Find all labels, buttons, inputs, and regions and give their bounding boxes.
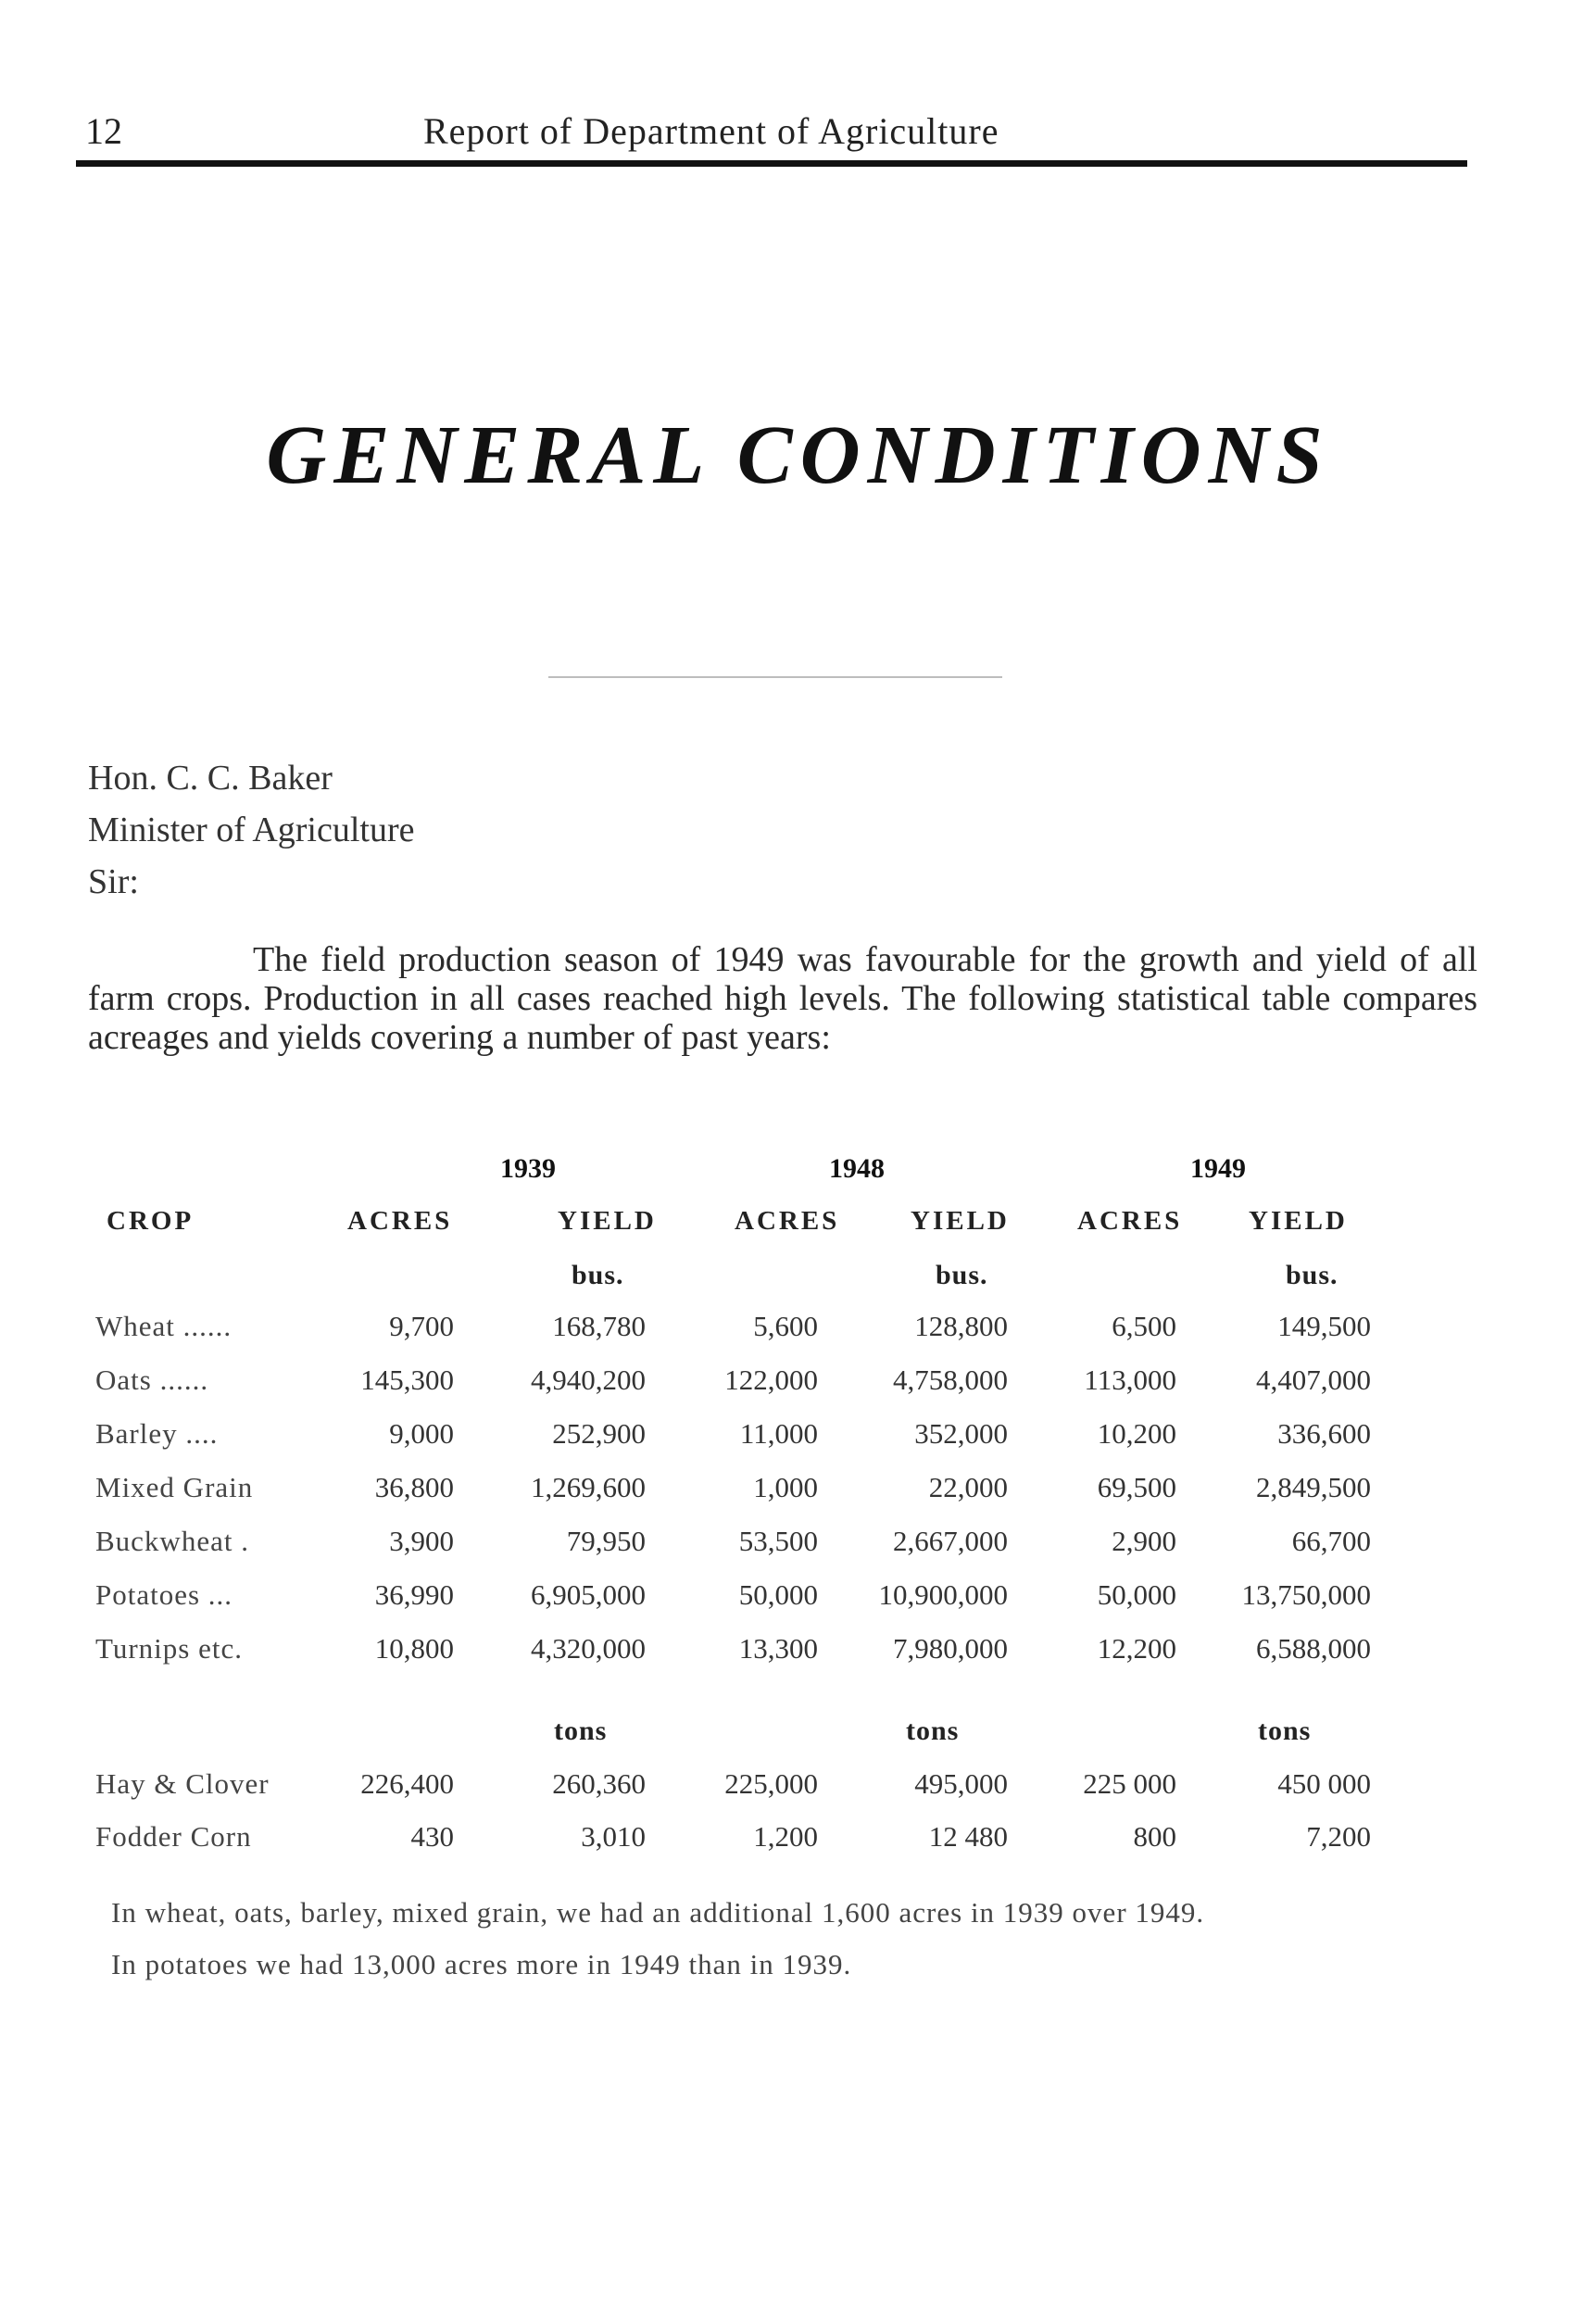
table-cell: 5,600 [753,1310,818,1342]
table-row [0,1820,1596,1872]
crop-header: CROP [107,1206,195,1236]
table-row [0,1632,1596,1684]
acres-header-1949: ACRES [1077,1206,1183,1236]
running-title: Report of Department of Agriculture [423,110,999,152]
table-cell: 1,000 [753,1471,818,1503]
table-row [0,1364,1596,1415]
acres-header-1939: ACRES [347,1206,453,1236]
unit-bus-1939: bus. [572,1260,624,1290]
year-1948: 1948 [829,1153,885,1184]
crop-name: Buckwheat . [95,1525,249,1557]
salutation-block [88,752,414,908]
table-cell: 11,000 [739,1417,818,1450]
table-cell: 50,000 [1097,1578,1176,1611]
crop-name: Turnips etc. [95,1632,243,1665]
table-cell: 113,000 [1084,1364,1176,1396]
table-cell: 6,500 [1112,1310,1176,1342]
table-cell: 13,300 [738,1632,818,1665]
acres-header-1948: ACRES [735,1206,840,1236]
table-cell: 13,750,000 [1241,1578,1371,1611]
table-cell: 53,500 [738,1525,818,1557]
table-cell: 3,010 [581,1820,646,1853]
unit-bus-1949: bus. [1286,1260,1338,1290]
crop-name: Potatoes ... [95,1578,233,1611]
addressee-name: Hon. C. C. Baker [88,759,333,798]
header-rule [76,160,1467,167]
table-cell: 69,500 [1097,1471,1176,1503]
table-cell: 2,900 [1112,1525,1176,1557]
yield-header-1939: YIELD [558,1206,657,1236]
page-header [76,102,1465,157]
table-cell: 225,000 [724,1767,818,1800]
table-row [0,1471,1596,1523]
table-row [0,1767,1596,1819]
year-1939: 1939 [500,1153,556,1184]
crop-name: Barley .... [95,1417,219,1450]
table-row [0,1525,1596,1577]
intro-paragraph [88,940,1477,1057]
table-cell: 450 000 [1277,1767,1371,1800]
table-cell: 22,000 [928,1471,1008,1503]
table-cell: 7,980,000 [893,1632,1008,1665]
table-cell: 122,000 [724,1364,818,1396]
intro-text: The field production season of 1949 was favourable for the growth and yield of all farm crops. Production in all cases reached high levels. The following statistical table compares acreages and yields covering a number of past years: [88,940,1477,1057]
table-cell: 7,200 [1306,1820,1371,1853]
page-number: 12 [85,110,122,152]
table-cell: 3,900 [389,1525,454,1557]
table-cell: 66,700 [1291,1525,1371,1557]
greeting: Sir: [88,862,139,901]
section-title: GENERAL CONDITIONS [266,409,1330,501]
unit-bus-1948: bus. [936,1260,988,1290]
table-cell: 430 [410,1820,454,1853]
yield-header-1949: YIELD [1249,1206,1348,1236]
table-cell: 168,780 [552,1310,646,1342]
crop-name: Mixed Grain [95,1471,254,1503]
table-cell: 2,849,500 [1256,1471,1371,1503]
unit-tons-1949: tons [1258,1716,1312,1746]
crop-name: Hay & Clover [95,1767,270,1800]
table-cell: 9,000 [389,1417,454,1450]
table-row [0,1578,1596,1630]
table-cell: 260,360 [552,1767,646,1800]
crop-name: Oats ...... [95,1364,209,1396]
table-cell: 4,758,000 [893,1364,1008,1396]
table-cell: 225 000 [1083,1767,1176,1800]
table-cell: 252,900 [552,1417,646,1450]
crop-name: Fodder Corn [95,1820,252,1853]
table-cell: 1,269,600 [531,1471,646,1503]
table-row [0,1417,1596,1469]
table-cell: 50,000 [738,1578,818,1611]
table-cell: 12,200 [1097,1632,1176,1665]
title-divider [548,676,1002,678]
table-cell: 1,200 [753,1820,818,1853]
yield-header-1948: YIELD [911,1206,1010,1236]
note-1: In wheat, oats, barley, mixed grain, we had an additional 1,600 acres in 1939 over 1949. [111,1896,1205,1929]
table-cell: 36,800 [374,1471,454,1503]
table-cell: 36,990 [374,1578,454,1611]
table-cell: 352,000 [914,1417,1008,1450]
table-cell: 4,407,000 [1256,1364,1371,1396]
addressee-title: Minister of Agriculture [88,811,415,849]
table-cell: 79,950 [566,1525,646,1557]
notes-block [111,1892,1408,1996]
table-cell: 800 [1133,1820,1176,1853]
table-cell: 4,940,200 [531,1364,646,1396]
note-2: In potatoes we had 13,000 acres more in 1949 than in 1939. [111,1948,852,1980]
table-cell: 10,900,000 [878,1578,1008,1611]
table-cell: 6,905,000 [531,1578,646,1611]
table-cell: 495,000 [914,1767,1008,1800]
table-cell: 226,400 [360,1767,454,1800]
table-cell: 10,200 [1097,1417,1176,1450]
table-cell: 4,320,000 [531,1632,646,1665]
year-1949: 1949 [1190,1153,1246,1184]
table-cell: 336,600 [1277,1417,1371,1450]
table-cell: 128,800 [914,1310,1008,1342]
table-cell: 10,800 [374,1632,454,1665]
table-cell: 149,500 [1277,1310,1371,1342]
unit-tons-1939: tons [554,1716,608,1746]
table-cell: 2,667,000 [893,1525,1008,1557]
table-cell: 145,300 [360,1364,454,1396]
table-cell: 9,700 [389,1310,454,1342]
crop-name: Wheat ...... [95,1310,232,1342]
unit-tons-1948: tons [906,1716,960,1746]
table-row [0,1310,1596,1362]
table-cell: 6,588,000 [1256,1632,1371,1665]
table-cell: 12 480 [928,1820,1008,1853]
